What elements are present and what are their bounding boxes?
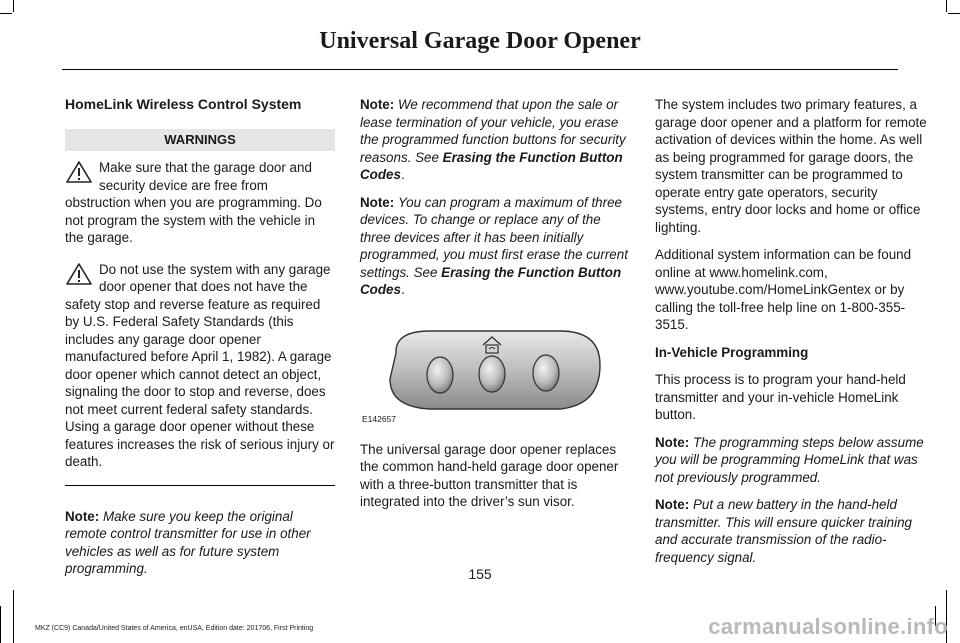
warning-text: Make sure that the garage door and security device are free from obstruction when you are programming. Do not program the system with the vehicle in the garage.	[65, 160, 322, 245]
paragraph: Additional system information can be found online at www.homelink.com, www.youtube.com/HomeLinkGentex or by calling the toll-free help line on 1-800-355-3515.	[655, 247, 912, 332]
paragraph: This process is to program your hand-held transmitter and your in-vehicle HomeLink button.	[655, 372, 906, 422]
paragraph: The system includes two primary features, a garage door opener and a platform for remote activation of devices within the home. As well as being programmed for garage doors, the system transmitter can be programmed to operate entry gate operators, security systems, entry door locks and home or office lighting.	[655, 97, 927, 235]
note-label: Note:	[655, 434, 690, 450]
crop-mark	[13, 590, 14, 643]
warning-triangle-icon	[65, 160, 93, 184]
section-heading: HomeLink Wireless Control System	[65, 96, 302, 112]
warning-triangle-icon	[65, 262, 93, 286]
column-3	[655, 96, 927, 576]
homelink-button-2	[479, 356, 505, 392]
cross-reference-link[interactable]: Erasing the Function Button Codes	[360, 149, 623, 182]
note-text: We recommend that upon the sale or lease termination of your vehicle, you erase the programmed function buttons for security reasons. See	[360, 97, 626, 165]
footer-edition-info: MKZ (CC9) Canada/United States of America, enUSA, Edition date: 201706, First Printing	[35, 625, 314, 632]
note	[655, 434, 927, 487]
note-label: Note:	[360, 97, 395, 112]
note-text: The programming steps below assume you will be programming HomeLink that was not previously programmed.	[655, 434, 924, 485]
column-1	[65, 96, 335, 588]
note-text: Put a new battery in the hand-held transmitter. This will ensure quicker training and accurate transmission of the radio-frequency signal.	[655, 497, 912, 565]
page-title: Universal Garage Door Opener	[319, 28, 641, 54]
warning-item	[65, 261, 335, 471]
cross-reference-link[interactable]: Erasing the Function Button Codes	[360, 264, 622, 297]
note-text: Make sure you keep the original remote control transmitter for use in other vehicles as well as for future system programming.	[65, 508, 311, 576]
note-text: You can program a maximum of three devices. To change or replace any of the three devices after it has been initially programmed, you must first erase the current settings. See	[360, 194, 628, 280]
page-number: 155	[468, 566, 492, 582]
column-2	[360, 96, 631, 521]
watermark: carmanualsonline.info	[708, 614, 948, 639]
homelink-button-figure	[360, 309, 631, 429]
homelink-button-3	[533, 355, 559, 391]
crop-mark	[948, 13, 960, 14]
crop-mark	[0, 606, 1, 643]
homelink-transmitter-illustration	[360, 309, 631, 429]
note-label: Note:	[65, 508, 100, 524]
section-divider	[65, 485, 335, 486]
note-label: Note:	[360, 194, 395, 210]
homelink-button-1	[427, 357, 453, 393]
note-label: Note:	[655, 497, 690, 512]
figure-label: E142657	[362, 414, 397, 424]
paragraph: The universal garage door opener replaces the common hand-held garage door opener with a three-button transmitter that is integrated into the driver’s sun visor.	[360, 441, 619, 509]
crop-mark	[0, 13, 12, 14]
header-rule	[62, 69, 898, 70]
warnings-title: WARNINGS	[65, 129, 335, 152]
note: Note: We recommend that upon the sale or lease termination of your vehicle, you erase the programmed function buttons for security reasons. See Erasing the Function Button Codes.	[360, 97, 626, 182]
subsection-heading: In-Vehicle Programming	[655, 344, 809, 360]
warning-text: Do not use the system with any garage door opener that does not have the safety stop and reverse feature as required by U.S. Federal Safety Standards (this includes any garage door opener manufactured before April 1, 1982). A garage door opener which cannot detect an object, signaling the door to stop and reverse, does not meet current federal safety standards. Using a garage door opener without these features increases the risk of serious injury or death.	[65, 261, 335, 469]
crop-mark	[946, 0, 947, 12]
note: Note: You can program a maximum of three devices. To change or replace any of the three devices after it has been initially programmed, you must first erase the current settings. See Erasing the Function Button Codes.	[360, 194, 628, 297]
note	[655, 496, 927, 566]
warning-item	[65, 159, 335, 247]
crop-mark	[13, 0, 14, 12]
